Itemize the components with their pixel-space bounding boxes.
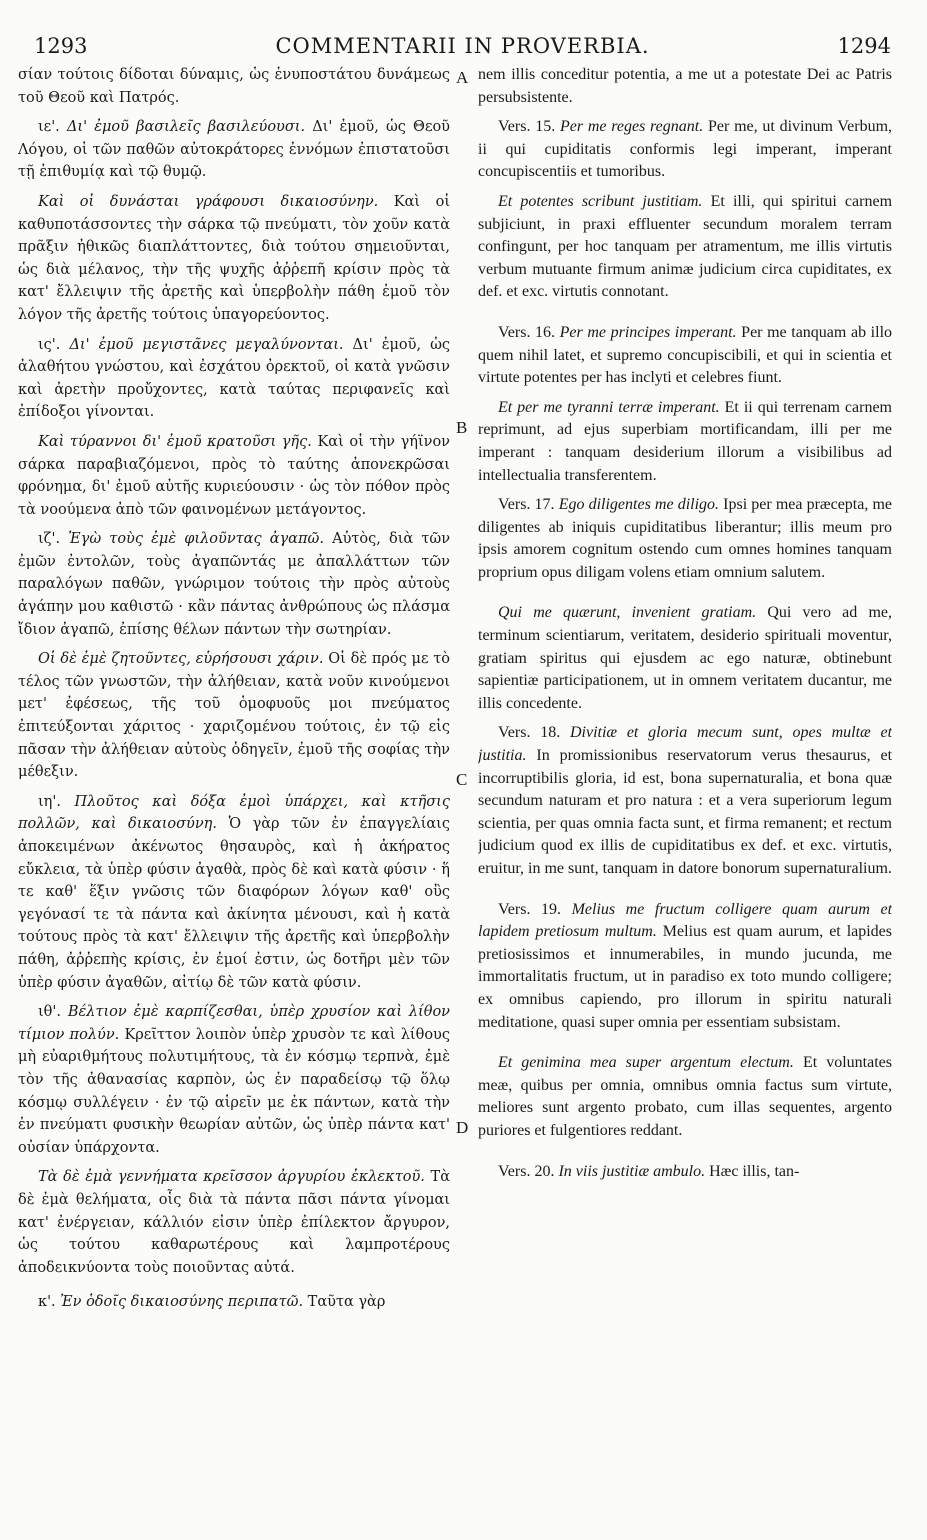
margin-marker-a: A [456, 68, 469, 87]
greek-lemma: Καὶ τύραννοι δι' ἐμοῦ κρατοῦσι γῆς. [38, 433, 312, 450]
verse-number: Vers. 16. [498, 323, 556, 341]
verse-number: ιε'. [38, 119, 60, 136]
latin-text: Et ii qui terrenam carnem reprimunt, ad ejus superbiam mortificandam, illi per me imperant : tanquam desiderium illorum a visibilibus ad intellectualia transferentem. [478, 398, 892, 484]
latin-paragraph [478, 722, 892, 880]
greek-lemma: Βέλτιον ἐμὲ καρπίζεσθαι, ὑπὲρ χρυσίον καὶ λίθον τίμιον πολύν. [18, 1004, 450, 1043]
greek-paragraph [18, 64, 450, 109]
greek-paragraph [18, 191, 450, 327]
greek-text: Ταῦτα γὰρ [307, 1294, 386, 1311]
greek-paragraph [18, 431, 450, 521]
latin-text: Melius est quam aurum, et lapides pretiosissimos et innumerabiles, in mundo jucunda, me immortalitatis fructum, ut in paradiso ex toto mundo colligere; ex omnibus capiendo, pro illorum in spiritu naturali meditatione, quasi super omnia per essentiam subsistam. [478, 923, 892, 1031]
greek-lemma: Πλοῦτος καὶ δόξα ἐμοὶ ὑπάρχει, καὶ κτῆσις πολλῶν, καὶ δικαιοσύνη. [18, 793, 450, 833]
latin-paragraph [478, 116, 892, 184]
latin-lemma: Per me principes imperant. [559, 323, 737, 341]
latin-paragraph [478, 64, 892, 109]
latin-paragraph [478, 1052, 892, 1142]
greek-text: Ὁ γὰρ τῶν ἐν ἐπαγγελίαις ἀποκειμένων ἀκένωτος θησαυρὸς, καὶ ἡ ἀκήρατος εὔκλεια, τὰ ὑπὲρ φύσιν ἀγαθὰ, πρὸς δὲ καὶ κατὰ φύσιν · ἥ τε καθ' ἕξιν γνῶσις τῶν διαφόρων λόγων καθ' οὓς γεγόνασί τε τὰ πάντα καὶ ἀκίνητα μένουσι, καὶ ἡ κατὰ τούτους πρὸς τὰ κατ' ἔλλειψιν τῆς ἀρετῆς καὶ ὑπερβολὴν πάθη, ἀῤῥεπὴς κρίσις, ἐν ἐμοί ἐστιν, ὡς δοτῆρι μὲν τῶν ὑπὲρ φύσιν ἀγαθῶν, αἰτίῳ δὲ τῶν κατὰ φύσιν. [18, 816, 450, 991]
greek-paragraph [18, 334, 450, 424]
greek-paragraph [18, 1166, 450, 1279]
latin-text: Et voluntates meæ, quibus per omnia, omnibus omnia factus sum virtute, meliores sunt argento probato, cum illas sequentes, argento puriores et fulgentiores reddant. [478, 1054, 892, 1139]
latin-paragraph [478, 899, 892, 1035]
latin-lemma: Et genimina mea super argentum electum. [498, 1054, 794, 1072]
latin-column [478, 64, 892, 1534]
greek-text: Καὶ οἱ καθυποτάσσοντες τὴν σάρκα τῷ πνεύματι, τὸν χοῦν κατὰ πρᾶξιν ἠθικῶς διαπλάττοντες, διὰ τούτου σημειοῦνται, ὡς διὰ μέλανος, τὴν τῆς ψυχῆς ἀῤῥεπῆ κρίσιν πρὸς τὰ κατ' ἔλλειψιν τῆς ἀρετῆς καὶ ὑπερβολὴν πάθη ἐμοῦ τὸν λόγον τῆς ἀρετῆς τούτοις ὑπαγορεύοντος. [18, 193, 450, 323]
latin-lemma: Melius me fructum colligere quam aurum et lapidem pretiosum multum. [478, 900, 892, 941]
verse-number: Vers. 15. [498, 118, 556, 136]
greek-lemma: Δι' ἐμοῦ βασιλεῖς βασιλεύουσι. [66, 119, 306, 136]
page-number-left: 1293 [34, 34, 88, 58]
greek-lemma: Δι' ἐμοῦ μεγιστᾶνες μεγαλύνονται. [69, 336, 344, 353]
verse-number: ιζ'. [38, 531, 61, 548]
verse-number: Vers. 17. [498, 496, 555, 514]
greek-text: Αὐτὸς, διὰ τῶν ἐμῶν ἐντολῶν, τοὺς ἀγαπῶντάς με ἀπαλλάττων τῶν παραλόγων παθῶν, γνώριμον τούτοις τὴν πρὸς αὐτοὺς ἀγάπην μου καθιστῶ · κἂν πάντας ἀνθρώπους ὡς πλάσμα ἴδιον ἀγαπῶ, ἐπίσης θέλων πάντων τὴν σωτηρίαν. [18, 531, 450, 638]
greek-paragraph [18, 528, 450, 641]
page-number-right: 1294 [837, 34, 891, 58]
verse-number: Vers. 20. [498, 1162, 555, 1180]
verse-number: Vers. 19. [498, 900, 561, 918]
latin-text: Hæc illis, tan- [709, 1162, 800, 1180]
latin-lemma: Et per me tyranni terræ imperant. [498, 398, 720, 416]
latin-paragraph [478, 602, 892, 715]
latin-text: nem illis conceditur potentia, a me ut a potestate Dei ac Patris persubsistente. [478, 66, 892, 106]
greek-text: σίαν τούτοις δίδοται δύναμις, ὡς ἐνυποστάτου δυνάμεως τοῦ Θεοῦ καὶ Πατρός. [18, 67, 450, 106]
verse-number: ις'. [38, 336, 61, 353]
latin-paragraph [478, 1161, 892, 1184]
latin-text: Per me tanquam ab illo quem nihil latet, et supremo concupiscibili, et qui in scientia et virtute potentes per has inclyti et celebres fiunt. [478, 323, 892, 387]
latin-paragraph [478, 191, 892, 304]
greek-text: Δι' ἐμοῦ, ὡς ἀλαθήτου γνώστου, καὶ ἐσχάτου ὀρεκτοῦ, οἱ κατὰ γνῶσιν καὶ ἀρετὴν προὔχοντες, κατὰ ταύτας περιφανεῖς καὶ ἐπίδοξοι γίνονται. [18, 336, 450, 421]
margin-marker-c: C [456, 770, 468, 789]
latin-lemma: Per me reges regnant. [559, 118, 704, 136]
greek-lemma: Οἱ δὲ ἐμὲ ζητοῦντες, εὑρήσουσι χάριν. [38, 651, 324, 668]
latin-text: Per me, ut divinum Verbum, ii qui cupiditatis conformis legi imperant, imperant concupiscentiis et tumoribus. [478, 118, 892, 181]
latin-lemma: Qui me quærunt, invenient gratiam. [498, 604, 757, 622]
latin-lemma: Divitiæ et gloria mecum sunt, opes multæ et justitia. [478, 724, 892, 765]
greek-column [18, 64, 450, 1534]
page-header [34, 34, 891, 62]
greek-text: Δι' ἐμοῦ, ὡς Θεοῦ Λόγου, οἱ τῶν παθῶν αὐτοκράτορες ἐννόμων ἐπιστατοῦσι τῇ ἐπιθυμίᾳ καὶ τῷ θυμῷ. [18, 119, 450, 181]
latin-lemma: Ego diligentes me diligo. [558, 496, 720, 514]
greek-paragraph [18, 116, 450, 184]
latin-paragraph [478, 397, 892, 487]
latin-text: Qui vero ad me, terminum scientiarum, veritatem, desiderio spirituali moventur, gratiam spiritus qui ejusdem ac ego naturæ, obtinebunt sapientiæ participationem, ut in omnem veritatem ducantur, me illis concedente. [478, 604, 892, 712]
latin-text: In promissionibus reservatorum verus thesaurus, et incorruptibilis gloria, id est, bona supernaturalia, et bona quæ secundum naturam et pro natura : et a vera superiorum legum scientia, per quas omnia facta sunt, et firma remanent; et rectum judicium quod ex illis de cupiditatibus ex def. et exc. virtutis, eruitur, in me sunt, tanquam in datore bonorum supernaturalium. [478, 747, 892, 877]
greek-lemma: Τὰ δὲ ἐμὰ γεννήματα κρεῖσσον ἀργυρίου ἐκλεκτοῦ. [38, 1169, 425, 1186]
verse-number: κ'. [38, 1294, 56, 1311]
verse-number: Vers. 18. [498, 724, 561, 742]
greek-lemma: Ἐν ὁδοῖς δικαιοσύνης περιπατῶ. [60, 1294, 304, 1311]
latin-paragraph [478, 322, 892, 390]
verse-number: ιθ'. [38, 1004, 62, 1021]
greek-text: Τὰ δὲ ἐμὰ θελήματα, οἷς διὰ τὰ πάντα πᾶσι πάντα γίνομαι κατ' ἐνέργειαν, κάλλιόν εἰσιν ὑπὲρ ἐπίλεκτον ἄργυρον, ὡς τούτου καθαρωτέρους καὶ λαμπροτέρους ἀποδεικνύοντα τοὺς ποιοῦντας αὐτά. [18, 1169, 450, 1276]
latin-text: Ipsi per mea præcepta, me diligentes ab iniquis cupiditatibus liberantur; illis meum pro ipsis amorem cognitum ostendo cum omnes homines tanquam proprium opus diligam volens etiam omnium salutem. [478, 496, 892, 581]
latin-text: Et illi, qui spiritui carnem subjiciunt, in praxi effluenter secundum moralem terram confingunt, per hoc tanquam per atramentum, me illis virtutis verbum mutuante firmum animæ judicium circa cupiditates, ex def. et exc. virtutis connotant. [478, 192, 892, 301]
greek-paragraph [18, 791, 450, 994]
running-title: COMMENTARII IN PROVERBIA. [275, 34, 650, 58]
greek-paragraph [18, 648, 450, 784]
latin-lemma: Et potentes scribunt justitiam. [498, 192, 703, 210]
verse-number: ιη'. [38, 793, 61, 810]
greek-paragraph [18, 1001, 450, 1159]
latin-lemma: In viis justitiæ ambulo. [558, 1162, 706, 1180]
greek-lemma: Ἐγὼ τοὺς ἐμὲ φιλοῦντας ἀγαπῶ. [68, 531, 324, 548]
greek-paragraph [18, 1291, 450, 1314]
margin-marker-d: D [456, 1118, 469, 1137]
margin-marker-b: B [456, 418, 468, 437]
latin-paragraph [478, 494, 892, 584]
greek-text: Κρεῖττον λοιπὸν ὑπὲρ χρυσὸν τε καὶ λίθους μὴ εὐαριθμήτους πολυτιμήτους, τὰ ἐν κόσμῳ τερπνὰ, ἐμὲ τὸν τῆς ἀθανασίας καρπὸν, ὡς ἐν παραδείσῳ τῷ ὅλῳ κόσμῳ συλλέγειν · ἐν τῷ αἱρεῖν με ἐκ πάντων, κατὰ τὴν ἐν πνεύματι φυσικὴν θεωρίαν αὐτῶν, ὡς ὑπὲρ πάντα κατ' οὐσίαν ὑπάρχοντα. [18, 1026, 450, 1156]
greek-text: Οἱ δὲ πρός με τὸ τέλος τῶν γνωστῶν, τὴν ἀλήθειαν, κατὰ νοῦν κινούμενοι μετ' ἐφέσεως, τῆς τοῦ ὁμοφυοῦς μοι πνεύματος ἐπιτεύξονται χάριτος · χαριζομένου τούτοις, ἐν τῷ εἰς πᾶσαν τὴν ἀλήθειαν αὐτοὺς ὁδηγεῖν, ἐμοῦ τῆς σοφίας τὴν μέθεξιν. [18, 651, 450, 781]
greek-lemma: Καὶ οἱ δυνάσται γράφουσι δικαιοσύνην. [38, 193, 379, 210]
greek-text: Καὶ οἱ τὴν γήϊνον σάρκα παραβιαζόμενοι, πρὸς τὸ ταύτης ἀπονεκρῶσαι φρόνημα, δι' ἐμοῦ αὐτῆς κυριεύουσιν · ὡς τὸν πόθον πρὸς τὰ νοούμενα ἀπὸ τῶν φαινομένων μετάγοντος. [18, 433, 450, 518]
